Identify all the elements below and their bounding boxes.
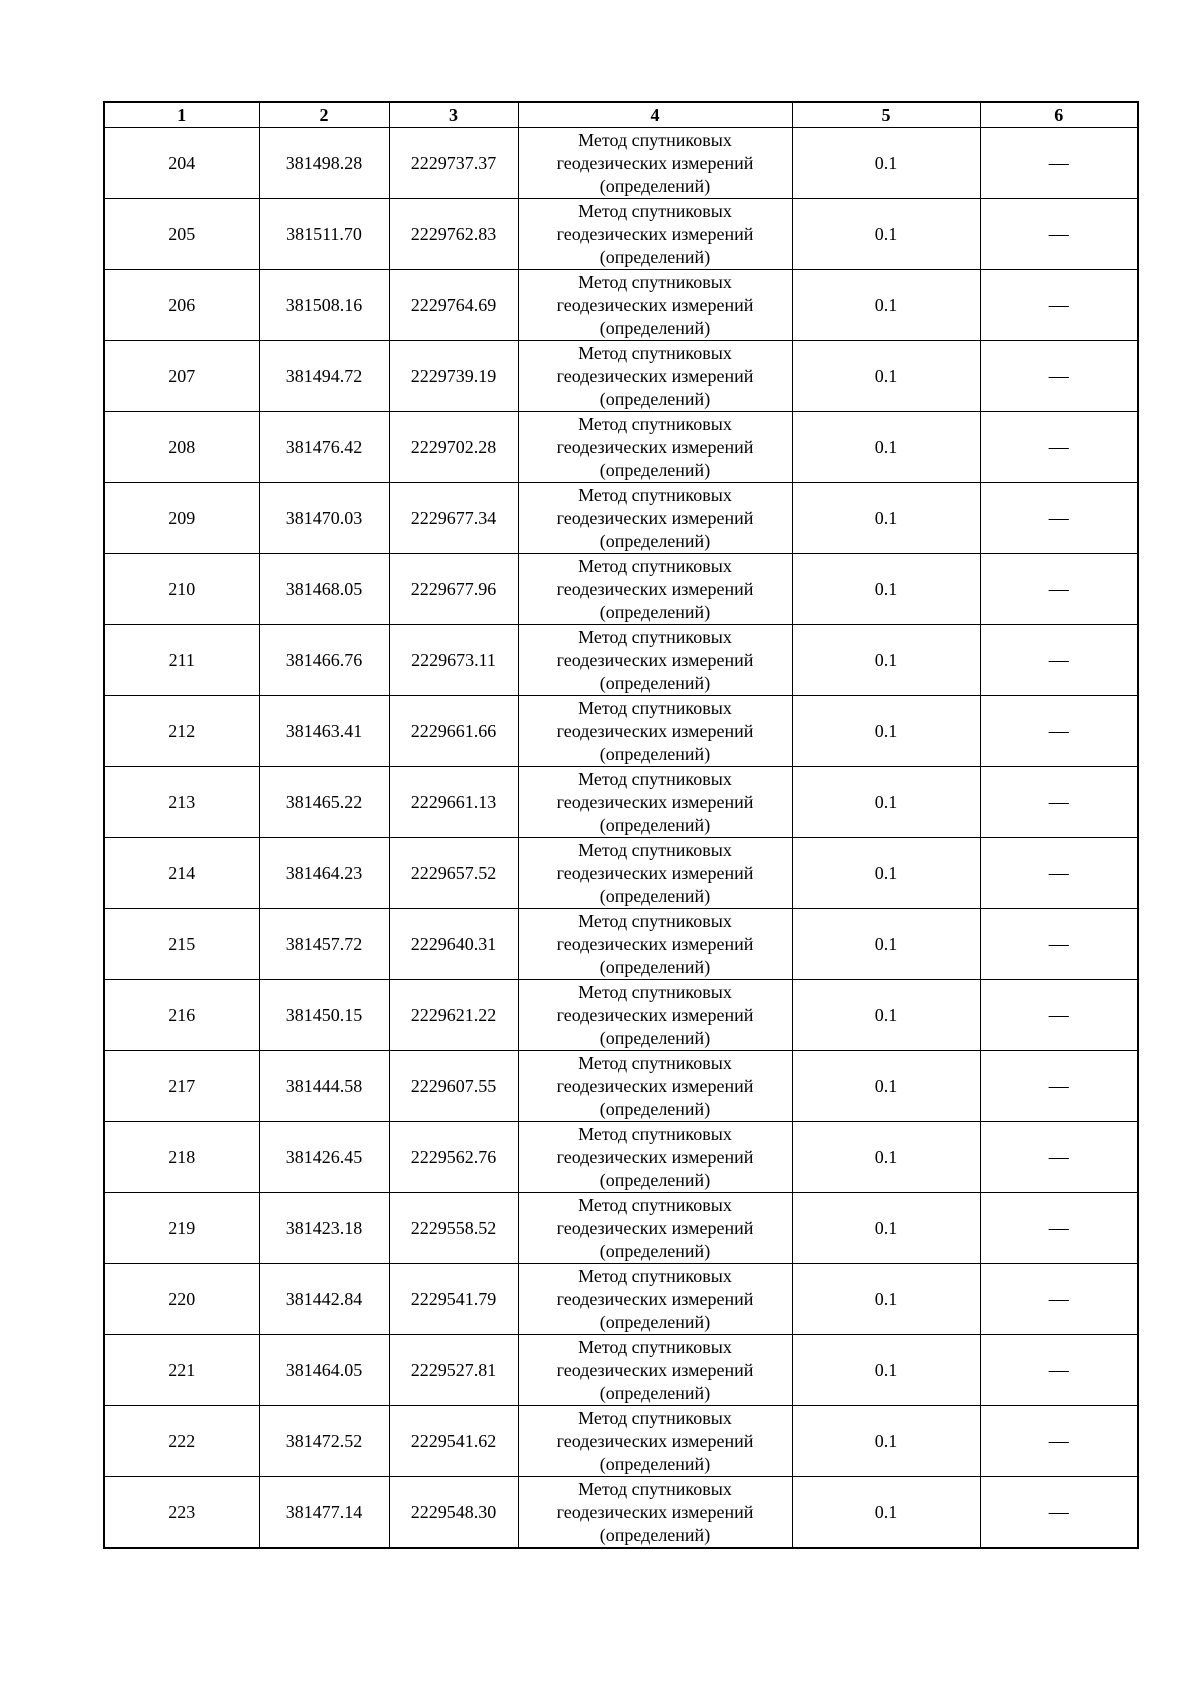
method-line: (определений)	[599, 388, 711, 409]
method-line: (определений)	[599, 601, 711, 622]
method-cell	[518, 1406, 792, 1477]
point-number-cell: 212	[104, 696, 259, 767]
accuracy-cell: 0.1	[792, 1122, 980, 1193]
method-cell	[518, 1051, 792, 1122]
method-line: (определений)	[599, 1027, 711, 1048]
method-cell	[518, 1122, 792, 1193]
method-line: геодезических измерений	[556, 294, 754, 315]
coordinate-x-cell: 381464.05	[259, 1335, 389, 1406]
note-cell: —	[980, 1193, 1138, 1264]
header-cell-2: 2	[259, 102, 389, 128]
method-line: геодезических измерений	[556, 720, 754, 741]
coordinate-y-cell: 2229562.76	[389, 1122, 518, 1193]
point-number-cell: 221	[104, 1335, 259, 1406]
coordinate-x-cell: 381464.23	[259, 838, 389, 909]
accuracy-cell: 0.1	[792, 980, 980, 1051]
method-line: (определений)	[599, 1169, 711, 1190]
point-number-cell: 208	[104, 412, 259, 483]
note-cell: —	[980, 838, 1138, 909]
method-line: геодезических измерений	[556, 649, 754, 670]
accuracy-cell: 0.1	[792, 1477, 980, 1549]
table-row	[104, 483, 1138, 554]
coordinate-x-cell: 381511.70	[259, 199, 389, 270]
coordinate-y-cell: 2229739.19	[389, 341, 518, 412]
coordinate-x-cell: 381423.18	[259, 1193, 389, 1264]
coordinate-y-cell: 2229541.62	[389, 1406, 518, 1477]
header-cell-5: 5	[792, 102, 980, 128]
method-line: Метод спутниковых	[578, 271, 732, 292]
coordinate-x-cell: 381450.15	[259, 980, 389, 1051]
method-line: (определений)	[599, 1098, 711, 1119]
method-line: геодезических измерений	[556, 1004, 754, 1025]
method-cell	[518, 838, 792, 909]
coordinate-y-cell: 2229657.52	[389, 838, 518, 909]
coordinate-x-cell: 381476.42	[259, 412, 389, 483]
coordinate-y-cell: 2229558.52	[389, 1193, 518, 1264]
accuracy-cell: 0.1	[792, 483, 980, 554]
coordinate-x-cell: 381463.41	[259, 696, 389, 767]
coordinate-y-cell: 2229527.81	[389, 1335, 518, 1406]
coordinate-y-cell: 2229607.55	[389, 1051, 518, 1122]
method-line: (определений)	[599, 459, 711, 480]
method-cell	[518, 1335, 792, 1406]
header-cell-6: 6	[980, 102, 1138, 128]
method-line: геодезических измерений	[556, 1430, 754, 1451]
coordinate-x-cell: 381498.28	[259, 128, 389, 199]
table-row	[104, 909, 1138, 980]
method-cell	[518, 1477, 792, 1549]
header-cell-3: 3	[389, 102, 518, 128]
method-line: Метод спутниковых	[578, 1052, 732, 1073]
table-row	[104, 128, 1138, 199]
point-number-cell: 207	[104, 341, 259, 412]
method-line: (определений)	[599, 1453, 711, 1474]
point-number-cell: 206	[104, 270, 259, 341]
coordinate-y-cell: 2229677.34	[389, 483, 518, 554]
coordinate-y-cell: 2229621.22	[389, 980, 518, 1051]
method-line: геодезических измерений	[556, 791, 754, 812]
coordinate-y-cell: 2229677.96	[389, 554, 518, 625]
table-row	[104, 980, 1138, 1051]
method-line: Метод спутниковых	[578, 839, 732, 860]
table-row	[104, 1193, 1138, 1264]
point-number-cell: 213	[104, 767, 259, 838]
point-number-cell: 218	[104, 1122, 259, 1193]
accuracy-cell: 0.1	[792, 341, 980, 412]
method-line: (определений)	[599, 530, 711, 551]
coordinate-y-cell: 2229640.31	[389, 909, 518, 980]
note-cell: —	[980, 199, 1138, 270]
method-cell	[518, 980, 792, 1051]
coordinate-x-cell: 381472.52	[259, 1406, 389, 1477]
point-number-cell: 223	[104, 1477, 259, 1549]
table-row	[104, 696, 1138, 767]
accuracy-cell: 0.1	[792, 625, 980, 696]
method-line: Метод спутниковых	[578, 1336, 732, 1357]
header-cell-1: 1	[104, 102, 259, 128]
note-cell: —	[980, 767, 1138, 838]
accuracy-cell: 0.1	[792, 1193, 980, 1264]
method-cell	[518, 1193, 792, 1264]
coordinate-y-cell: 2229762.83	[389, 199, 518, 270]
header-cell-4: 4	[518, 102, 792, 128]
note-cell: —	[980, 980, 1138, 1051]
method-line: (определений)	[599, 956, 711, 977]
method-line: геодезических измерений	[556, 933, 754, 954]
method-cell	[518, 128, 792, 199]
method-line: (определений)	[599, 672, 711, 693]
coordinate-x-cell: 381444.58	[259, 1051, 389, 1122]
point-number-cell: 220	[104, 1264, 259, 1335]
method-cell	[518, 199, 792, 270]
note-cell: —	[980, 128, 1138, 199]
table-row	[104, 1335, 1138, 1406]
accuracy-cell: 0.1	[792, 128, 980, 199]
method-cell	[518, 1264, 792, 1335]
note-cell: —	[980, 554, 1138, 625]
method-cell	[518, 270, 792, 341]
accuracy-cell: 0.1	[792, 1406, 980, 1477]
coordinate-y-cell: 2229737.37	[389, 128, 518, 199]
method-line: (определений)	[599, 885, 711, 906]
accuracy-cell: 0.1	[792, 838, 980, 909]
point-number-cell: 215	[104, 909, 259, 980]
method-line: (определений)	[599, 175, 711, 196]
coordinate-y-cell: 2229661.66	[389, 696, 518, 767]
method-cell	[518, 483, 792, 554]
table-row	[104, 1122, 1138, 1193]
method-line: Метод спутниковых	[578, 484, 732, 505]
table-body	[104, 128, 1138, 1549]
method-line: Метод спутниковых	[578, 555, 732, 576]
method-line: геодезических измерений	[556, 1501, 754, 1522]
table-row	[104, 838, 1138, 909]
method-line: Метод спутниковых	[578, 981, 732, 1002]
coordinate-x-cell: 381466.76	[259, 625, 389, 696]
note-cell: —	[980, 1051, 1138, 1122]
coordinate-y-cell: 2229661.13	[389, 767, 518, 838]
method-line: (определений)	[599, 1311, 711, 1332]
note-cell: —	[980, 1406, 1138, 1477]
point-number-cell: 219	[104, 1193, 259, 1264]
coordinate-x-cell: 381477.14	[259, 1477, 389, 1549]
method-line: геодезических измерений	[556, 223, 754, 244]
method-line: геодезических измерений	[556, 862, 754, 883]
method-line: (определений)	[599, 814, 711, 835]
coordinate-x-cell: 381468.05	[259, 554, 389, 625]
method-line: Метод спутниковых	[578, 1407, 732, 1428]
point-number-cell: 211	[104, 625, 259, 696]
point-number-cell: 205	[104, 199, 259, 270]
table-row	[104, 341, 1138, 412]
method-line: геодезических измерений	[556, 1146, 754, 1167]
method-line: геодезических измерений	[556, 152, 754, 173]
coordinate-y-cell: 2229548.30	[389, 1477, 518, 1549]
coordinate-x-cell: 381494.72	[259, 341, 389, 412]
note-cell: —	[980, 270, 1138, 341]
method-line: геодезических измерений	[556, 1288, 754, 1309]
method-line: геодезических измерений	[556, 507, 754, 528]
table-row	[104, 767, 1138, 838]
method-cell	[518, 341, 792, 412]
accuracy-cell: 0.1	[792, 554, 980, 625]
method-line: геодезических измерений	[556, 1075, 754, 1096]
point-number-cell: 217	[104, 1051, 259, 1122]
method-line: (определений)	[599, 1240, 711, 1261]
method-line: Метод спутниковых	[578, 697, 732, 718]
table-row	[104, 1477, 1138, 1549]
coordinate-y-cell: 2229673.11	[389, 625, 518, 696]
table-row	[104, 412, 1138, 483]
method-cell	[518, 554, 792, 625]
method-line: Метод спутниковых	[578, 768, 732, 789]
method-line: (определений)	[599, 246, 711, 267]
note-cell: —	[980, 412, 1138, 483]
coordinate-x-cell: 381470.03	[259, 483, 389, 554]
method-line: Метод спутниковых	[578, 342, 732, 363]
method-line: геодезических измерений	[556, 1359, 754, 1380]
table-row	[104, 625, 1138, 696]
method-line: геодезических измерений	[556, 436, 754, 457]
method-cell	[518, 625, 792, 696]
method-line: Метод спутниковых	[578, 129, 732, 150]
coordinate-x-cell: 381442.84	[259, 1264, 389, 1335]
coordinate-x-cell: 381465.22	[259, 767, 389, 838]
note-cell: —	[980, 483, 1138, 554]
note-cell: —	[980, 1264, 1138, 1335]
note-cell: —	[980, 625, 1138, 696]
note-cell: —	[980, 696, 1138, 767]
point-number-cell: 216	[104, 980, 259, 1051]
method-line: Метод спутниковых	[578, 910, 732, 931]
method-line: геодезических измерений	[556, 578, 754, 599]
method-cell	[518, 412, 792, 483]
note-cell: —	[980, 1477, 1138, 1549]
accuracy-cell: 0.1	[792, 199, 980, 270]
point-number-cell: 214	[104, 838, 259, 909]
table-row	[104, 1406, 1138, 1477]
accuracy-cell: 0.1	[792, 1051, 980, 1122]
method-cell	[518, 767, 792, 838]
note-cell: —	[980, 341, 1138, 412]
table-row	[104, 199, 1138, 270]
method-line: Метод спутниковых	[578, 200, 732, 221]
coordinates-table	[103, 101, 1139, 1549]
note-cell: —	[980, 909, 1138, 980]
table-row	[104, 1051, 1138, 1122]
method-line: Метод спутниковых	[578, 413, 732, 434]
accuracy-cell: 0.1	[792, 1335, 980, 1406]
method-line: Метод спутниковых	[578, 1478, 732, 1499]
header-row	[104, 102, 1138, 128]
coordinate-x-cell: 381457.72	[259, 909, 389, 980]
method-cell	[518, 696, 792, 767]
coordinate-y-cell: 2229764.69	[389, 270, 518, 341]
point-number-cell: 209	[104, 483, 259, 554]
coordinate-y-cell: 2229541.79	[389, 1264, 518, 1335]
table-row	[104, 270, 1138, 341]
method-line: Метод спутниковых	[578, 1265, 732, 1286]
method-line: Метод спутниковых	[578, 1194, 732, 1215]
accuracy-cell: 0.1	[792, 1264, 980, 1335]
table-row	[104, 1264, 1138, 1335]
method-line: (определений)	[599, 1382, 711, 1403]
method-line: геодезических измерений	[556, 1217, 754, 1238]
method-line: (определений)	[599, 743, 711, 764]
accuracy-cell: 0.1	[792, 767, 980, 838]
coordinate-x-cell: 381508.16	[259, 270, 389, 341]
accuracy-cell: 0.1	[792, 696, 980, 767]
accuracy-cell: 0.1	[792, 412, 980, 483]
method-line: Метод спутниковых	[578, 1123, 732, 1144]
method-line: геодезических измерений	[556, 365, 754, 386]
method-cell	[518, 909, 792, 980]
point-number-cell: 222	[104, 1406, 259, 1477]
accuracy-cell: 0.1	[792, 909, 980, 980]
note-cell: —	[980, 1122, 1138, 1193]
method-line: (определений)	[599, 317, 711, 338]
table-row	[104, 554, 1138, 625]
method-line: Метод спутниковых	[578, 626, 732, 647]
method-line: (определений)	[599, 1524, 711, 1545]
note-cell: —	[980, 1335, 1138, 1406]
accuracy-cell: 0.1	[792, 270, 980, 341]
coordinate-x-cell: 381426.45	[259, 1122, 389, 1193]
point-number-cell: 204	[104, 128, 259, 199]
point-number-cell: 210	[104, 554, 259, 625]
coordinate-y-cell: 2229702.28	[389, 412, 518, 483]
